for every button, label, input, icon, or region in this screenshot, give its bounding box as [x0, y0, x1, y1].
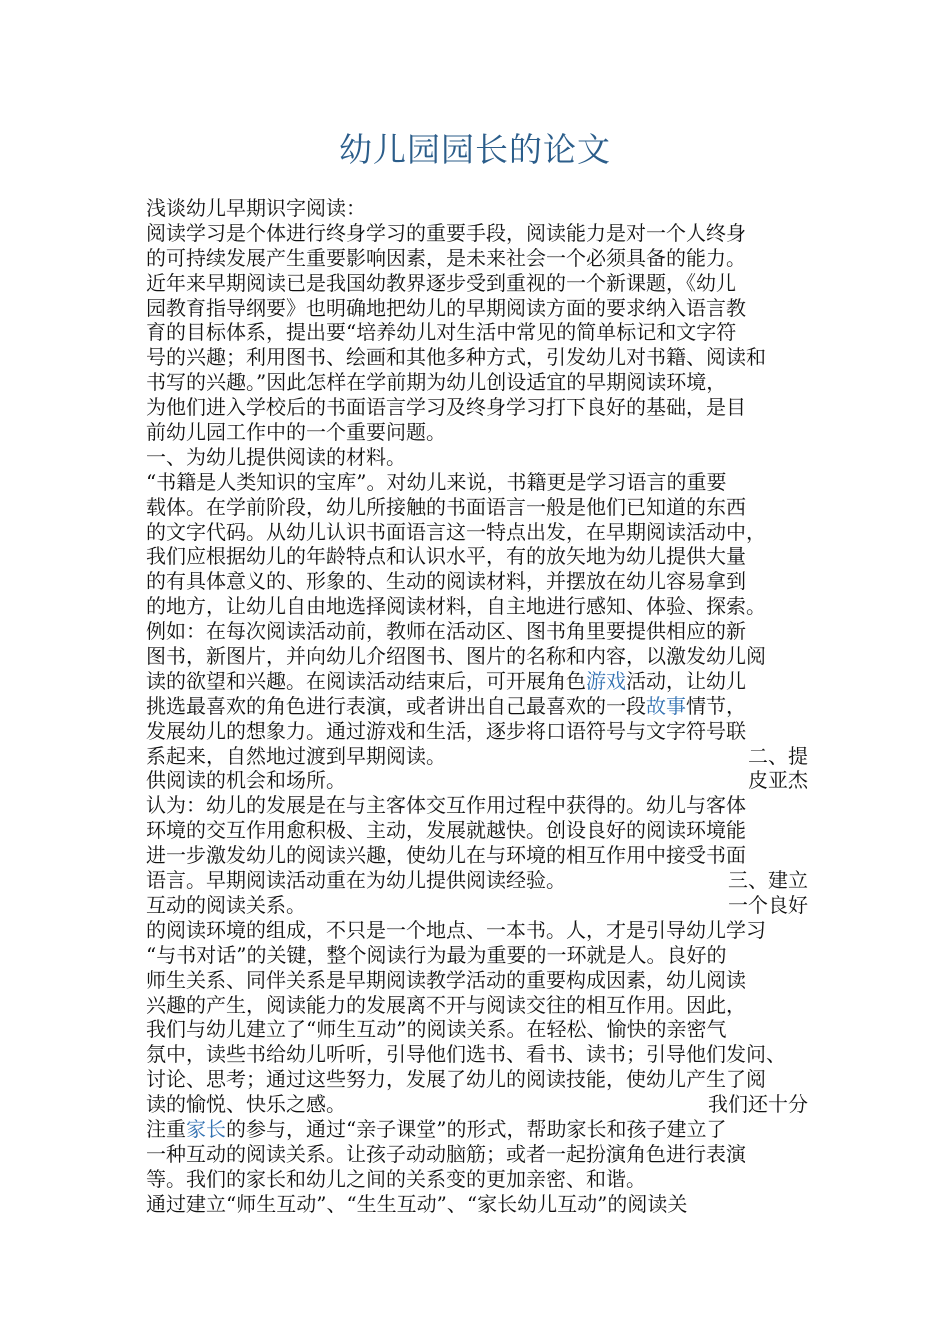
text-line: [146, 619, 808, 644]
document-body: [146, 196, 808, 1217]
text-line: [146, 370, 808, 395]
text-line: [146, 768, 808, 793]
text-line: [146, 719, 808, 744]
text-line: [146, 1117, 808, 1142]
inline-link[interactable]: 游戏: [586, 668, 626, 693]
text-line: [146, 1167, 808, 1192]
text-line: [146, 420, 808, 445]
text-line: [146, 1192, 808, 1217]
text-line: [146, 744, 808, 769]
text-line: [146, 445, 808, 470]
inline-link[interactable]: 家长: [186, 1116, 226, 1141]
line-text: 认为：幼儿的发展是在与主客体交互作用过程中获得的。幼儿与客体: [146, 793, 746, 818]
line-text: 氛中，读些书给幼儿听听，引导他们选书、看书、读书；引导他们发问、: [146, 1042, 786, 1067]
line-left-text: 语言。早期阅读活动重在为幼儿提供阅读经验。: [146, 868, 566, 893]
line-text: 载体。在学前阶段，幼儿所接触的书面语言一般是他们已知道的东西: [146, 494, 746, 519]
text-line: [146, 694, 808, 719]
line-left-text: 读的愉悦、快乐之感。: [146, 1092, 346, 1117]
text-line: [146, 1017, 808, 1042]
document-title: 幼儿园园长的论文: [339, 130, 611, 169]
line-text: 图书，新图片，并向幼儿介绍图书、图片的名称和内容，以激发幼儿阅: [146, 644, 766, 669]
text-line: [146, 470, 808, 495]
line-text-after-link: 的参与，通过“亲子课堂”的形式，帮助家长和孩子建立了: [226, 1116, 727, 1141]
line-text-before-link: 注重: [146, 1116, 186, 1141]
line-text: 浅谈幼儿早期识字阅读：: [146, 196, 366, 220]
text-line: [146, 320, 808, 345]
line-text: 的有具体意义的、形象的、生动的阅读材料，并摆放在幼儿容易拿到: [146, 569, 746, 594]
line-text: 进一步激发幼儿的阅读兴趣，使幼儿在与环境的相互作用中接受书面: [146, 843, 746, 868]
line-text: 园教育指导纲要》也明确地把幼儿的早期阅读方面的要求纳入语言教: [146, 295, 746, 320]
line-text: “与书对话”的关键，整个阅读行为最为重要的一环就是人。良好的: [146, 942, 727, 967]
text-line: [146, 1142, 808, 1167]
line-text: 为他们进入学校后的书面语言学习及终身学习打下良好的基础，是目: [146, 395, 746, 420]
line-right-text: 皮亚杰: [748, 768, 808, 793]
text-line: [146, 918, 808, 943]
line-text-before-link: 读的欲望和兴趣。在阅读活动结束后，可开展角色: [146, 668, 586, 693]
text-line: [146, 1092, 808, 1117]
text-line: [146, 569, 808, 594]
line-text: 讨论、思考；通过这些努力，发展了幼儿的阅读技能，使幼儿产生了阅: [146, 1067, 766, 1092]
text-line: [146, 296, 808, 321]
text-line: [146, 196, 808, 221]
line-text: 师生关系、同伴关系是早期阅读教学活动的重要构成因素，幼儿阅读: [146, 967, 746, 992]
line-text: 的地方，让幼儿自由地选择阅读材料，自主地进行感知、体验、探索。: [146, 594, 766, 619]
line-right-text: 一个良好: [728, 892, 808, 917]
line-text: 号的兴趣；利用图书、绘画和其他多种方式，引发幼儿对书籍、阅读和: [146, 345, 766, 370]
text-line: [146, 1067, 808, 1092]
line-text: 的文字代码。从幼儿认识书面语言这一特点出发，在早期阅读活动中，: [146, 519, 766, 544]
line-text: “书籍是人类知识的宝库”。对幼儿来说，书籍更是学习语言的重要: [146, 469, 727, 494]
line-text: 书写的兴趣。”因此怎样在学前期为幼儿创设适宜的早期阅读环境，: [146, 370, 727, 395]
text-line: [146, 943, 808, 968]
line-text-after-link: 活动，让幼儿: [626, 668, 746, 693]
text-line: [146, 843, 808, 868]
text-line: [146, 669, 808, 694]
line-text: 等。我们的家长和幼儿之间的关系变的更加亲密、和谐。: [146, 1166, 646, 1191]
text-line: [146, 1042, 808, 1067]
text-line: [146, 793, 808, 818]
line-text: 的阅读环境的组成，不只是一个地点、一本书。人，才是引导幼儿学习: [146, 917, 766, 942]
line-text: 前幼儿园工作中的一个重要问题。: [146, 420, 446, 445]
text-line: [146, 271, 808, 296]
line-text: 的可持续发展产生重要影响因素，是未来社会一个必须具备的能力。: [146, 245, 746, 270]
text-line: [146, 345, 808, 370]
line-text-before-link: 挑选最喜欢的角色进行表演，或者讲出自己最喜欢的一段: [146, 693, 646, 718]
text-line: [146, 594, 808, 619]
line-text: 例如：在每次阅读活动前，教师在活动区、图书角里要提供相应的新: [146, 619, 746, 644]
line-text: 育的目标体系，提出要“培养幼儿对生活中常见的简单标记和文字符: [146, 320, 737, 345]
text-line: [146, 495, 808, 520]
line-text: 我们与幼儿建立了“师生互动”的阅读关系。在轻松、愉快的亲密气: [146, 1017, 727, 1042]
line-right-text: 二、提: [748, 743, 808, 768]
line-text-after-link: 情节，: [686, 693, 746, 718]
text-line: [146, 544, 808, 569]
line-text: 阅读学习是个体进行终身学习的重要手段，阅读能力是对一个人终身: [146, 220, 746, 245]
line-text: 近年来早期阅读已是我国幼教界逐步受到重视的一个新课题，《幼儿: [146, 270, 736, 295]
text-line: [146, 893, 808, 918]
text-line: [146, 221, 808, 246]
text-line: [146, 395, 808, 420]
line-text: 一、为幼儿提供阅读的材料。: [146, 444, 406, 469]
line-text: 发展幼儿的想象力。通过游戏和生活，逐步将口语符号与文字符号联: [146, 718, 746, 743]
line-right-text: 我们还十分: [708, 1092, 808, 1117]
line-left-text: 系起来，自然地过渡到早期阅读。: [146, 743, 446, 768]
line-left-text: 互动的阅读关系。: [146, 892, 306, 917]
inline-link[interactable]: 故事: [646, 693, 686, 718]
line-text: 一种互动的阅读关系。让孩子动动脑筋；或者一起扮演角色进行表演: [146, 1141, 746, 1166]
text-line: [146, 818, 808, 843]
text-line: [146, 993, 808, 1018]
line-text: 我们应根据幼儿的年龄特点和认识水平，有的放矢地为幼儿提供大量: [146, 544, 746, 569]
line-right-text: 三、建立: [728, 868, 808, 893]
text-line: [146, 868, 808, 893]
line-text: 环境的交互作用愈积极、主动，发展就越快。创设良好的阅读环境能: [146, 818, 746, 843]
text-line: [146, 644, 808, 669]
line-left-text: 供阅读的机会和场所。: [146, 768, 346, 793]
text-line: [146, 520, 808, 545]
text-line: [146, 968, 808, 993]
text-line: [146, 246, 808, 271]
line-text: 通过建立“师生互动”、“生生互动”、“家长幼儿互动”的阅读关: [146, 1191, 688, 1216]
line-text: 兴趣的产生，阅读能力的发展离不开与阅读交往的相互作用。因此，: [146, 992, 746, 1017]
